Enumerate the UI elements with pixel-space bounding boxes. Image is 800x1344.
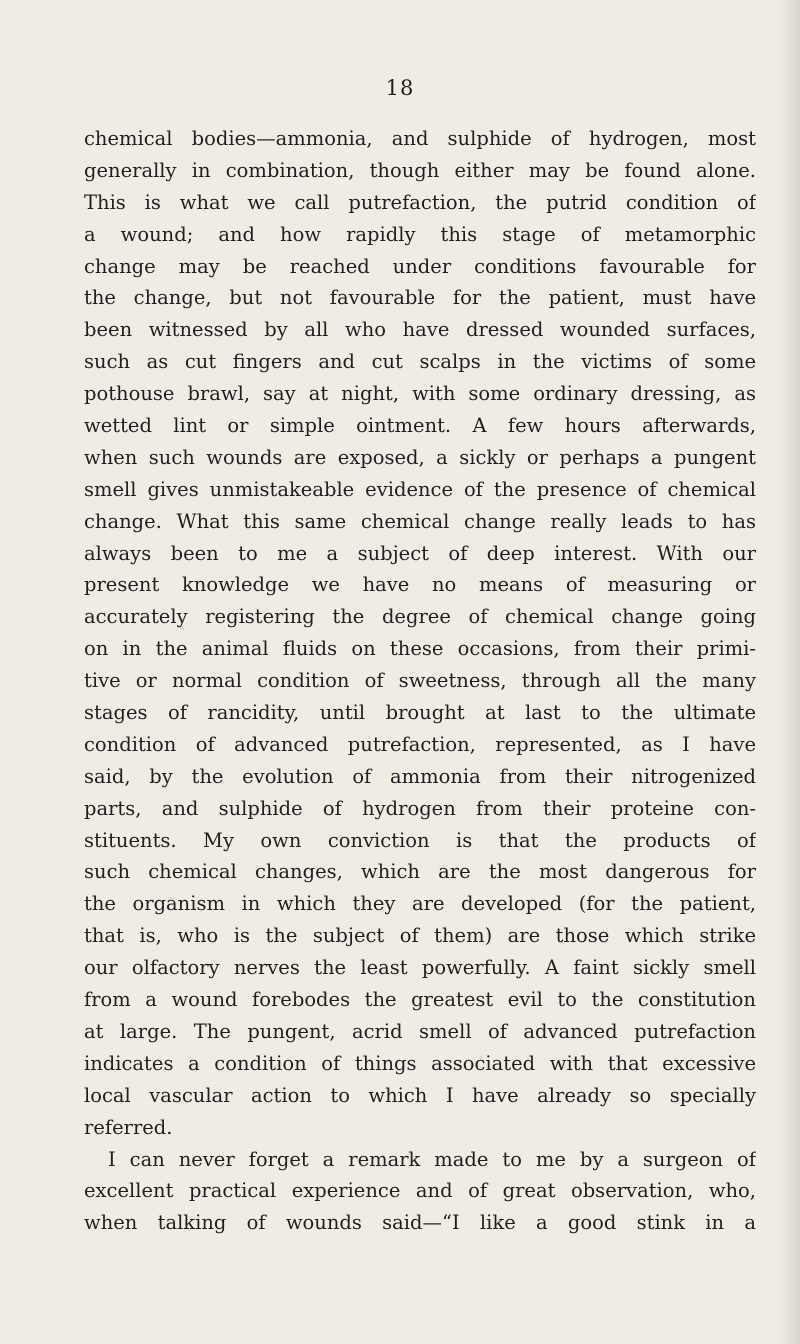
text-line: chemical bodies—ammonia, and sulphide of hydrogen, most [84,127,756,150]
body-text [84,123,756,1239]
text-line: accurately registering the degree of chemical change going [84,605,756,629]
text-line: indicates a condition of things associated with that excessive [84,1051,756,1075]
text-line: such chemical changes, which are the most dangerous for [84,860,756,884]
text-line: said, by the evolution of ammonia from their nitrogenized [84,764,756,788]
text-line: present knowledge we have no means of measuring or [84,573,756,597]
text-line: when talking of wounds said—“I like a good stink in a [84,1211,756,1235]
text-line: This is what we call putrefaction, the putrid condition of [84,190,756,214]
text-line: I can never forget a remark made to me by a surgeon of [108,1147,756,1171]
text-line: that is, who is the subject of them) are those which strike [84,924,756,948]
text-line: the organism in which they are developed (for the patient, [84,892,756,916]
text-line: when such wounds are exposed, a sickly or perhaps a pungent [84,445,756,469]
text-line: wetted lint or simple ointment. A few hours afterwards, [84,414,756,438]
text-line: pothouse brawl, say at night, with some ordinary dressing, as [84,382,756,406]
text-line: our olfactory nerves the least powerfully. A faint sickly smell [84,956,756,980]
text-line: referred. [84,1115,173,1139]
text-line: been witnessed by all who have dressed wounded surfaces, [84,318,756,342]
text-line: condition of advanced putrefaction, represented, as I have [84,732,756,756]
text-line: from a wound forebodes the greatest evil to the constitution [84,988,756,1012]
text-line: stituents. My own conviction is that the products of [84,828,756,852]
text-line: a wound; and how rapidly this stage of metamorphic [84,222,756,246]
text-line: generally in combination, though either may be found alone. [84,158,756,182]
text-line: change may be reached under conditions favourable for [84,254,756,278]
text-line: local vascular action to which I have already so specially [84,1083,756,1107]
page-number: 18 [385,76,415,100]
text-line: tive or normal condition of sweetness, through all the many [84,669,756,693]
text-line: change. What this same chemical change really leads to has [84,509,756,533]
text-line: parts, and sulphide of hydrogen from their proteine con- [84,796,756,820]
text-line: smell gives unmistakeable evidence of the presence of chemical [84,477,756,501]
text-line: on in the animal fluids on these occasions, from their primi- [84,637,756,661]
text-line: stages of rancidity, until brought at last to the ultimate [84,701,756,725]
text-line: the change, but not favourable for the patient, must have [84,286,756,310]
text-line: at large. The pungent, acrid smell of advanced putrefaction [84,1019,756,1043]
page-edge-shadow [778,0,800,1344]
text-line: excellent practical experience and of great observation, who, [84,1179,756,1203]
text-line: always been to me a subject of deep interest. With our [84,541,756,565]
text-line: such as cut fingers and cut scalps in the victims of some [84,350,756,374]
